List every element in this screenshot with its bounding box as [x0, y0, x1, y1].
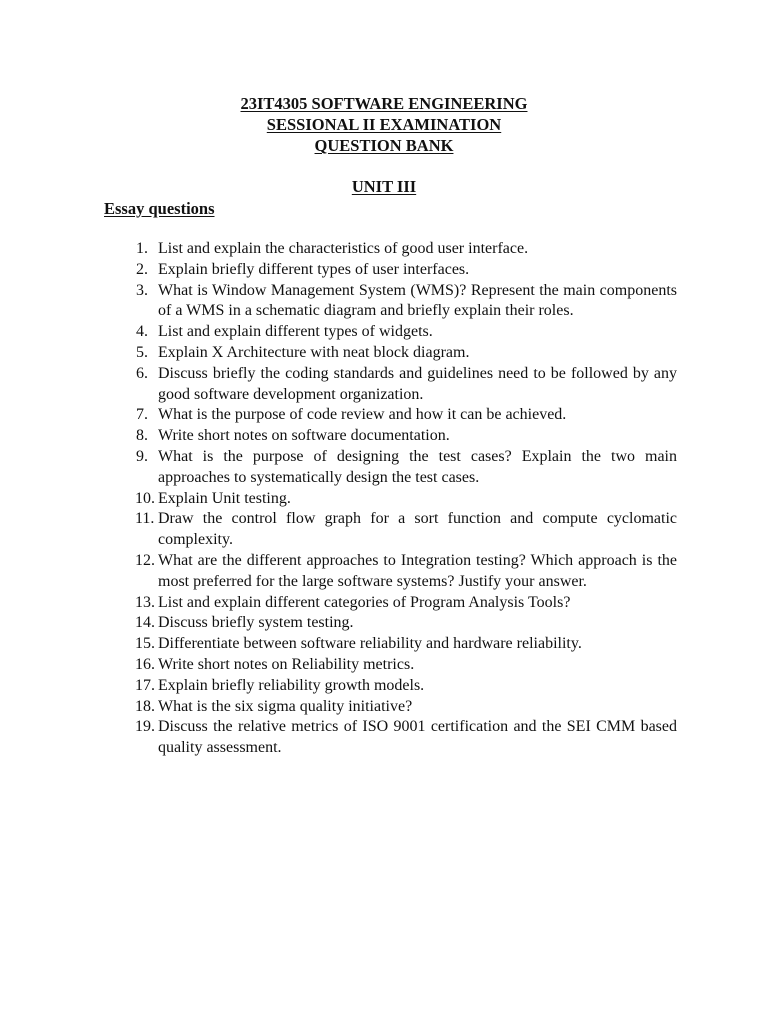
- question-text: Discuss briefly system testing.: [158, 614, 354, 632]
- question-item: [0, 405, 768, 426]
- question-text: What is the purpose of designing the test cases? Explain the two main approaches to systematically design the test cases.: [158, 447, 677, 486]
- question-text: Differentiate between software reliability and hardware reliability.: [158, 635, 582, 653]
- question-text: Explain X Architecture with neat block diagram.: [158, 343, 470, 361]
- question-text: List and explain different types of widgets.: [158, 323, 433, 341]
- question-number: 6.: [136, 364, 148, 382]
- question-item: [0, 509, 768, 551]
- question-item: [0, 260, 768, 281]
- question-number: 14.: [135, 614, 155, 632]
- question-text: Write short notes on Reliability metrics.: [158, 655, 415, 673]
- question-text: Write short notes on software documentation.: [158, 427, 450, 445]
- question-number: 2.: [136, 260, 148, 278]
- question-text: Explain briefly reliability growth models.: [158, 676, 425, 694]
- question-number: 15.: [135, 635, 155, 653]
- question-item: [0, 593, 768, 614]
- question-text: Discuss briefly the coding standards and guidelines need to be followed by any good software development organization.: [158, 364, 677, 403]
- question-item: [0, 551, 768, 593]
- question-number: 8.: [136, 427, 148, 445]
- question-number: 12.: [135, 551, 155, 569]
- exam-title: SESSIONAL II EXAMINATION: [266, 115, 502, 134]
- question-item: [0, 717, 768, 759]
- question-item: [0, 613, 768, 634]
- question-number: 13.: [135, 593, 155, 611]
- question-item: [0, 364, 768, 406]
- question-number: 17.: [135, 676, 155, 694]
- question-item: [0, 489, 768, 510]
- question-item: [0, 697, 768, 718]
- question-item: [0, 447, 768, 489]
- essay-question-list: [0, 239, 768, 759]
- question-number: 10.: [135, 489, 155, 507]
- question-number: 19.: [135, 718, 155, 736]
- question-item: [0, 281, 768, 323]
- question-number: 16.: [135, 655, 155, 673]
- question-text: Draw the control flow graph for a sort function and compute cyclomatic complexity.: [158, 510, 677, 549]
- question-text: What is Window Management System (WMS)? Represent the main components of a WMS in a schematic diagram and briefly explain their roles.: [158, 281, 677, 320]
- question-text: Discuss the relative metrics of ISO 9001 certification and the SEI CMM based quality assessment.: [158, 718, 677, 757]
- question-number: 1.: [136, 240, 148, 257]
- question-number: 18.: [135, 697, 155, 715]
- question-item: [0, 676, 768, 697]
- section-heading-essay-questions: Essay questions: [104, 199, 215, 218]
- question-item: [0, 322, 768, 343]
- question-item: [0, 634, 768, 655]
- unit-title: UNIT III: [351, 177, 417, 196]
- question-number: 4.: [136, 323, 148, 341]
- question-number: 11.: [135, 510, 155, 528]
- question-item: [0, 426, 768, 447]
- question-item: [0, 343, 768, 364]
- question-text: Explain Unit testing.: [158, 489, 291, 507]
- question-number: 9.: [136, 447, 148, 465]
- question-item: [0, 655, 768, 676]
- question-text: List and explain different categories of Program Analysis Tools?: [158, 593, 571, 611]
- question-text: What are the different approaches to Integration testing? Which approach is the most preferred for the large software systems? Justify your answer.: [158, 551, 677, 590]
- question-text: What is the six sigma quality initiative?: [158, 697, 413, 715]
- question-text: Explain briefly different types of user interfaces.: [158, 260, 470, 278]
- question-number: 7.: [136, 406, 148, 424]
- question-text: What is the purpose of code review and how it can be achieved.: [158, 406, 567, 424]
- question-text: List and explain the characteristics of good user interface.: [158, 240, 529, 257]
- course-title: 23IT4305 SOFTWARE ENGINEERING: [240, 94, 528, 113]
- question-number: 3.: [136, 281, 148, 299]
- question-item: [0, 239, 768, 260]
- question-number: 5.: [136, 343, 148, 361]
- question-bank-title: QUESTION BANK: [314, 136, 454, 155]
